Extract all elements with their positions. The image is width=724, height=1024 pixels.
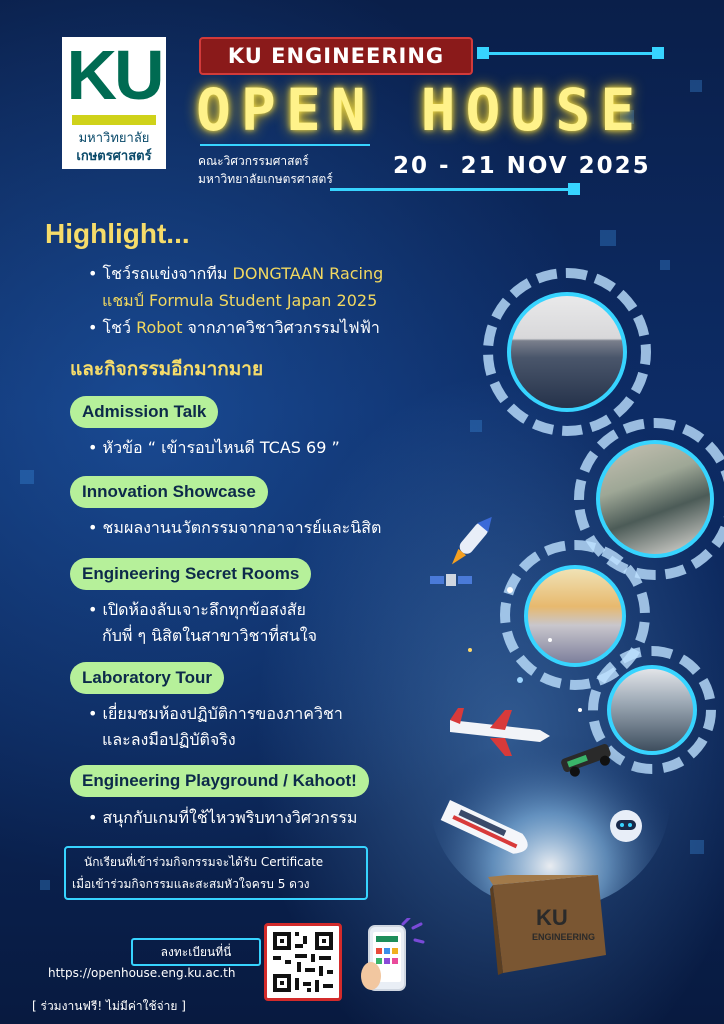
- highlight-item-text: โชว์รถแข่งจากทีม: [102, 264, 233, 283]
- highlight-item-text: จากภาควิชาวิศวกรรมไฟฟ้า: [182, 318, 380, 337]
- university-name: มหาวิทยาลัยเกษตรศาสตร์: [198, 172, 333, 186]
- activity-lab-tour-desc-line2: และลงมือปฏิบัติจริง: [102, 730, 236, 749]
- activity-lab-tour-label: Laboratory Tour: [70, 662, 224, 694]
- highlight-item-racing: • โชว์รถแข่งจากทีม DONGTAAN Racing: [88, 264, 384, 283]
- ku-engineering-badge: KU ENGINEERING: [199, 37, 473, 75]
- highlight-accent: DONGTAAN Racing: [232, 264, 384, 283]
- box-sublabel: ENGINEERING: [532, 932, 596, 942]
- decor-square: [470, 420, 482, 432]
- activity-secret-rooms-label: Engineering Secret Rooms: [70, 558, 311, 590]
- logo-mark: KU: [66, 36, 162, 114]
- certificate-line2: เมื่อเข้าร่วมกิจกรรมและสะสมหัวใจครบ 5 ดวง: [72, 877, 310, 891]
- logo-thai-line1: มหาวิทยาลัย: [78, 131, 150, 146]
- decor-square: [568, 183, 580, 195]
- decor-square: [40, 880, 50, 890]
- more-activities-heading: และกิจกรรมอีกมากมาย: [70, 358, 264, 380]
- decor-square: [477, 47, 489, 59]
- decor-square: [600, 230, 616, 246]
- decor-line: [477, 52, 655, 55]
- page-title: OPEN HOUSE: [196, 76, 646, 144]
- ku-logo: [62, 37, 166, 169]
- decor-line: [330, 188, 570, 191]
- event-date: 20 - 21 NOV 2025: [393, 153, 651, 179]
- register-link[interactable]: https://openhouse.eng.ku.ac.th: [48, 966, 236, 980]
- engineering-illustration: [400, 500, 670, 900]
- decor-square: [690, 80, 702, 92]
- decor-square: [20, 470, 34, 484]
- activity-playground-desc: • สนุกกับเกมที่ใช้ไหวพริบทางวิศวกรรม: [88, 808, 358, 827]
- decor-square: [660, 260, 670, 270]
- activity-innovation-label: Innovation Showcase: [70, 476, 268, 508]
- highlight-heading: Highlight...: [45, 218, 190, 249]
- activity-admission-desc: • หัวข้อ “ เข้ารอบไหนดี TCAS 69 ”: [88, 438, 340, 457]
- highlight-item-robot: • โชว์ Robot จากภาควิชาวิศวกรรมไฟฟ้า: [88, 318, 380, 337]
- photo-audience-hall: [507, 292, 627, 412]
- activity-desc-text: เยี่ยมชมห้องปฏิบัติการของภาควิชา: [102, 704, 343, 723]
- activity-secret-rooms-desc-line2: กับพี่ ๆ นิสิตในสาขาวิชาที่สนใจ: [102, 626, 317, 645]
- phone-icon: [355, 918, 425, 998]
- certificate-line1: นักเรียนที่เข้าร่วมกิจกรรมจะได้รับ Certificate: [84, 855, 324, 869]
- decor-square: [690, 840, 704, 854]
- activity-desc-text: ชมผลงานนวัตกรรมจากอาจารย์และนิสิต: [102, 518, 382, 537]
- box-label: KU: [536, 905, 568, 930]
- highlight-item-text: โชว์: [102, 318, 137, 337]
- activity-playground-label: Engineering Playground / Kahoot!: [70, 765, 369, 797]
- highlight-accent: Robot: [136, 318, 183, 337]
- decor-line: [200, 144, 370, 146]
- decor-square: [652, 47, 664, 59]
- highlight-accent: แชมป์ Formula Student Japan 2025: [102, 291, 378, 310]
- activity-desc-text: หัวข้อ “ เข้ารอบไหนดี TCAS 69 ”: [102, 438, 340, 457]
- qr-code[interactable]: [264, 923, 342, 1001]
- logo-thai-line2: เกษตรศาสตร์: [76, 149, 152, 164]
- activity-lab-tour-desc: • เยี่ยมชมห้องปฏิบัติการของภาควิชา: [88, 704, 343, 723]
- activity-admission-label: Admission Talk: [70, 396, 218, 428]
- faculty-name: คณะวิศวกรรมศาสตร์: [198, 154, 309, 168]
- activity-innovation-desc: • ชมผลงานนวัตกรรมจากอาจารย์และนิสิต: [88, 518, 382, 537]
- highlight-item-racing-line2: [102, 289, 377, 314]
- activity-secret-rooms-desc: • เปิดห้องลับเจาะลึกทุกข้อสงสัย: [88, 600, 306, 619]
- qr-code-icon: [267, 926, 339, 998]
- free-admission-note: [ ร่วมงานฟรี! ไม่มีค่าใช้จ่าย ]: [32, 999, 186, 1013]
- activity-desc-text: สนุกกับเกมที่ใช้ไหวพริบทางวิศวกรรม: [102, 808, 358, 827]
- logo-bar: [72, 115, 156, 125]
- register-label: ลงทะเบียนที่นี่: [131, 938, 261, 966]
- activity-desc-text: เปิดห้องลับเจาะลึกทุกข้อสงสัย: [102, 600, 306, 619]
